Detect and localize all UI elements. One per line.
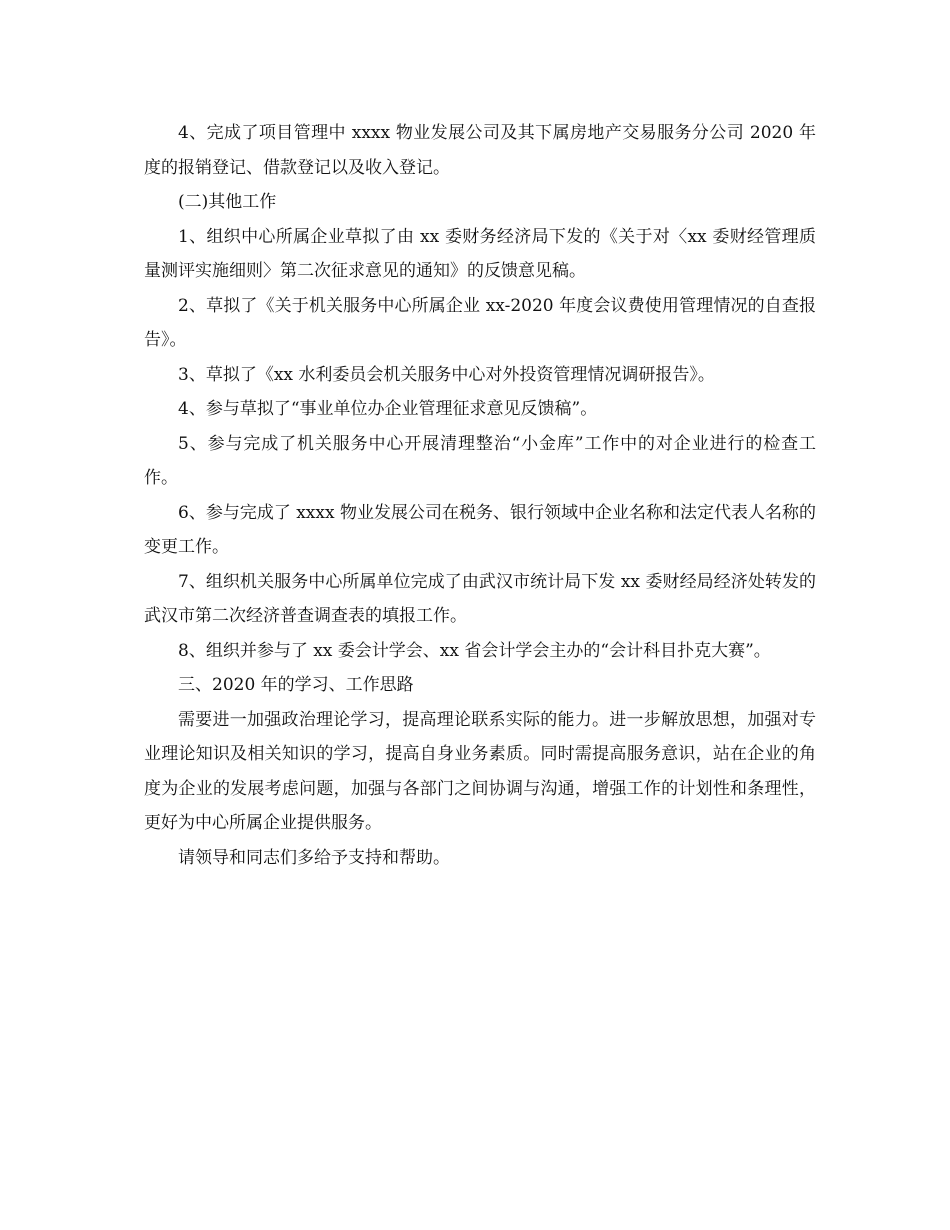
paragraph-item-7-census: 7、组织机关服务中心所属单位完成了由武汉市统计局下发 xx 委财经局经济处转发的武汉市第二次经济普查调查表的填报工作。 (144, 571, 816, 626)
paragraph-item-5-inspection: 5、参与完成了机关服务中心开展清理整治“小金库”工作中的对企业进行的检查工作。 (144, 433, 816, 488)
section-heading-other-work: (二)其他工作 (178, 192, 277, 212)
paragraph-item-6-name-change: 6、参与完成了 xxxx 物业发展公司在税务、银行领域中企业名称和法定代表人名称的变更工作。 (144, 502, 816, 557)
paragraph-item-4-billing: 4、完成了项目管理中 xxxx 物业发展公司及其下属房地产交易服务分公司 2020 年度的报销登记、借款登记以及收入登记。 (144, 123, 816, 178)
section-heading-2020-plan: 三、2020 年的学习、工作思路 (178, 675, 414, 695)
paragraph-item-4-draft: 4、参与草拟了“事业单位办企业管理征求意见反馈稿”。 (178, 399, 598, 419)
paragraph-closing: 请领导和同志们多给予支持和帮助。 (178, 847, 450, 868)
paragraph-item-2-self-check: 2、草拟了《关于机关服务中心所属企业 xx-2020 年度会议费使用管理情况的自查报告》。 (144, 295, 816, 350)
document-body (144, 116, 816, 875)
paragraph-study-plan: 需要进一加强政治理论学习，提高理论联系实际的能力。进一步解放思想，加强对专业理论知识及相关知识的学习，提高自身业务素质。同时需提高服务意识，站在企业的角度为企业的发展考虑问题，加强与各部门之间协调与沟通，增强工作的计划性和条理性，更好为中心所属企业提供服务。 (144, 709, 816, 833)
paragraph-item-8-contest: 8、组织并参与了 xx 委会计学会、xx 省会计学会主办的“会计科目扑克大赛”。 (178, 640, 771, 661)
paragraph-item-3-investment-report: 3、草拟了《xx 水利委员会机关服务中心对外投资管理情况调研报告》。 (178, 364, 715, 385)
paragraph-item-1-feedback: 1、组织中心所属企业草拟了由 xx 委财务经济局下发的《关于对〈xx 委财经管理质量测评实施细则〉第二次征求意见的通知》的反馈意见稿。 (144, 226, 816, 281)
